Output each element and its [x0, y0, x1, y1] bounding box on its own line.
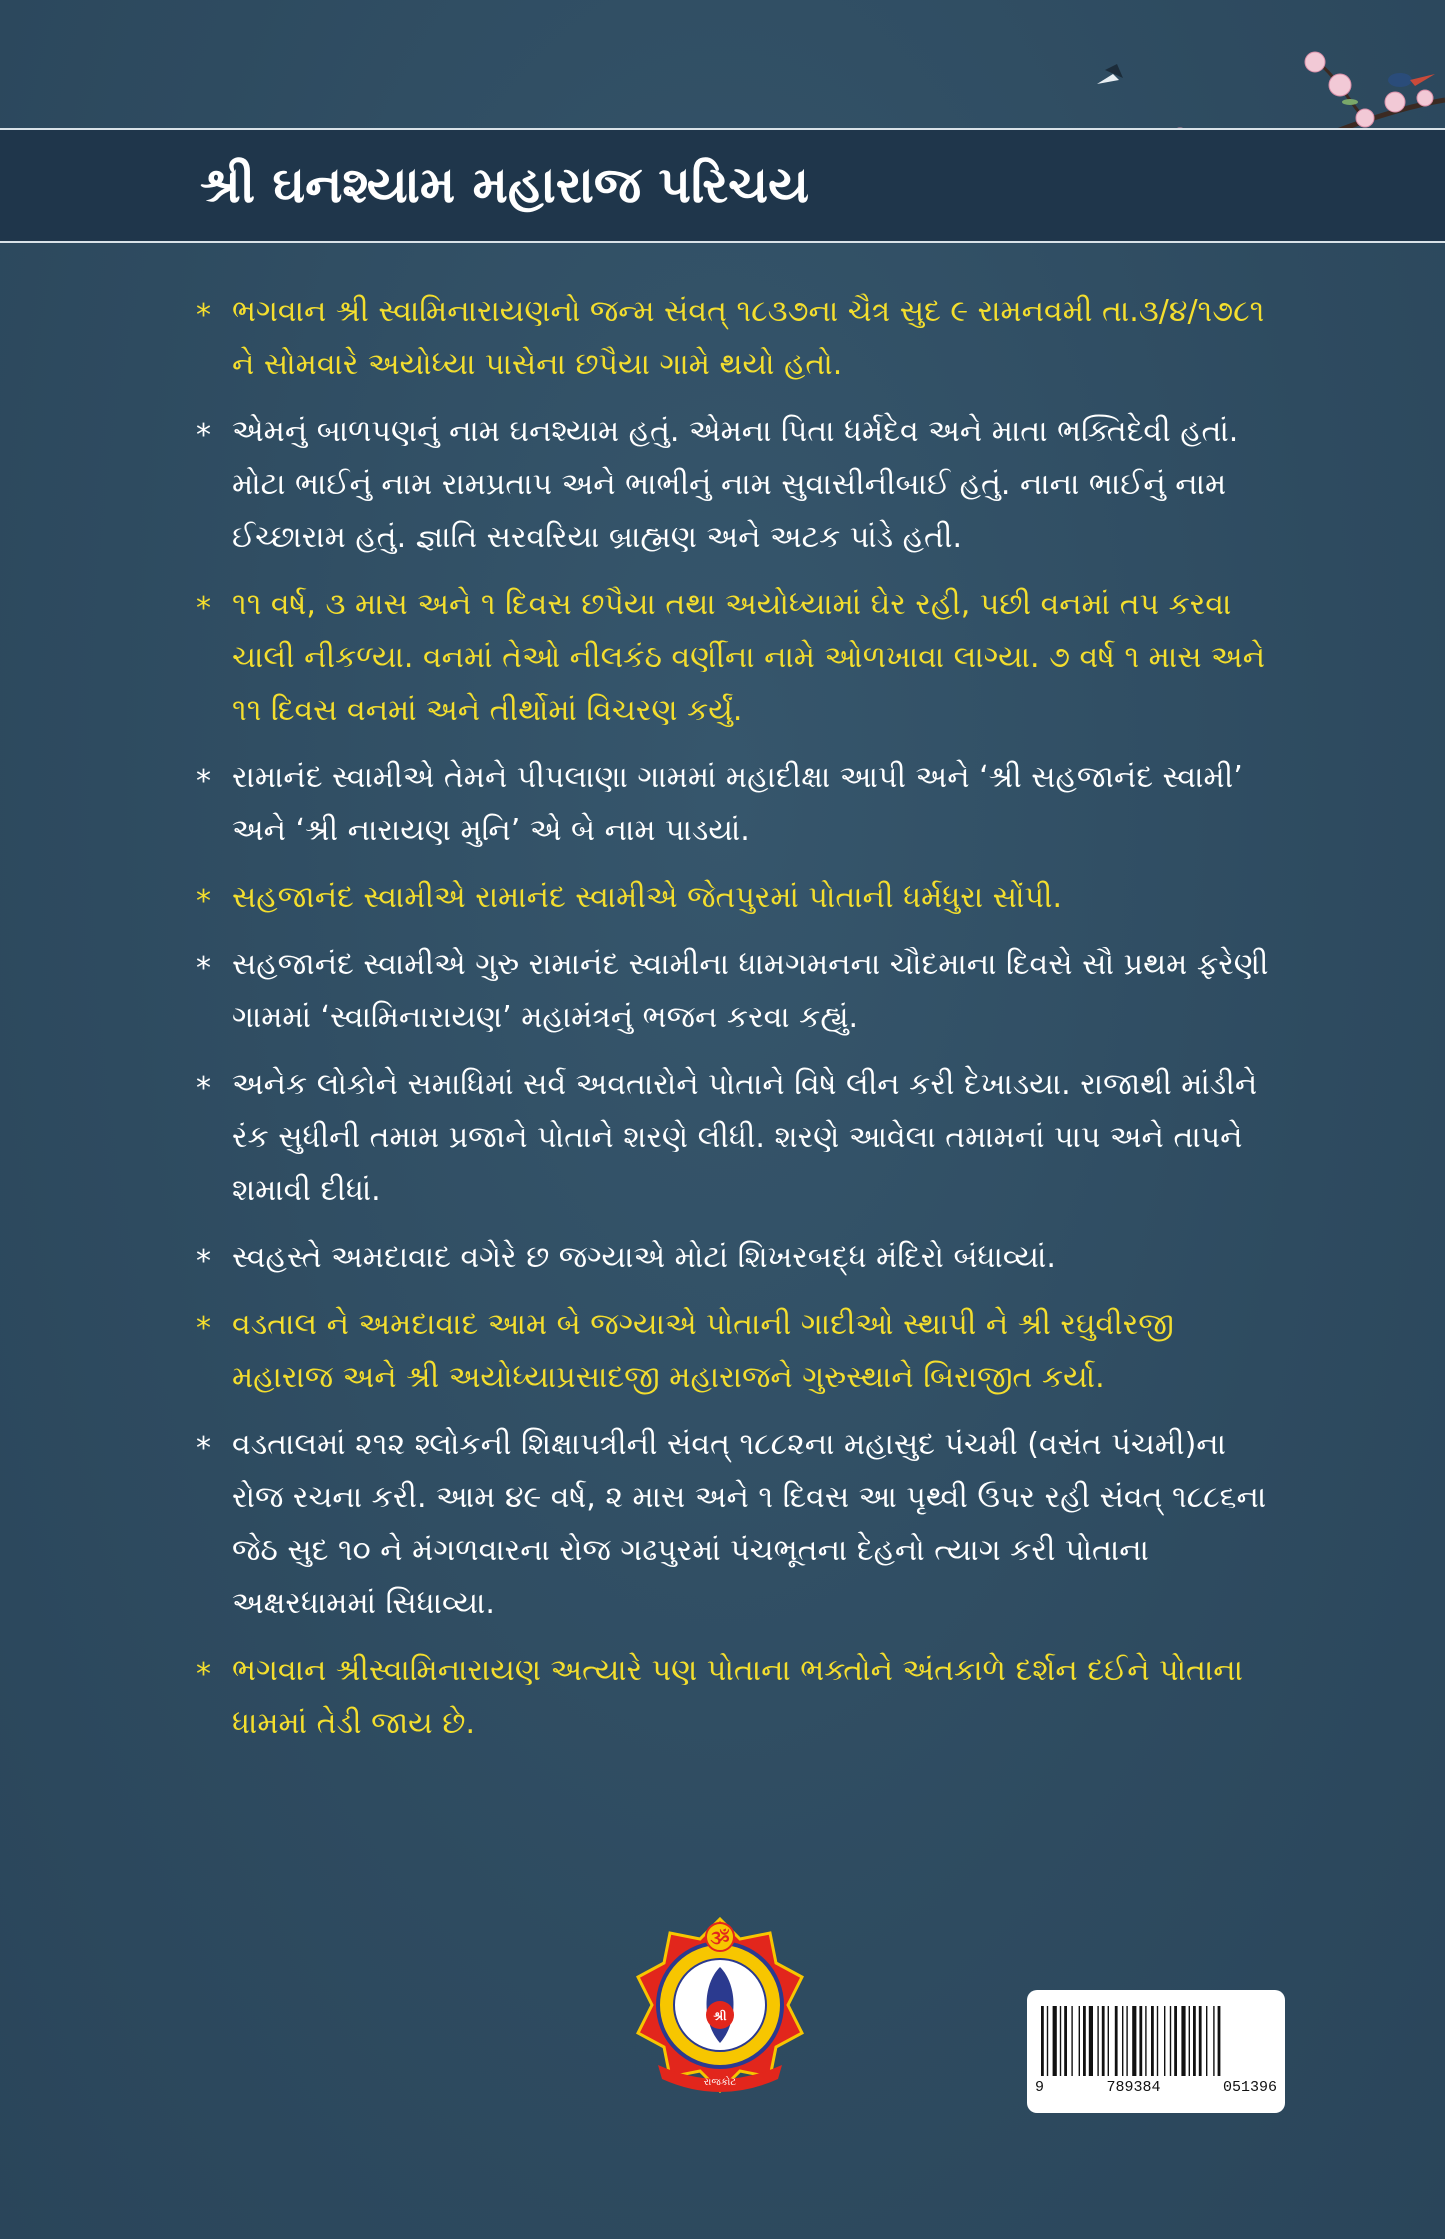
om-symbol: ૐ: [710, 1928, 730, 1949]
asterisk-bullet: *: [196, 951, 211, 986]
list-item: * સહજાનંદ સ્વામીએ ગુરુ રામાનંદ સ્વામીના ધામગમનના ચૌદમાના દિવસે સૌ પ્રથમ ફરેણી ગામમાં ‘સ્વામિનારાયણ’ મહામંત્રનું ભજન કરવા કહ્યું.: [196, 938, 1271, 1044]
barcode-bar: [1108, 2006, 1109, 2076]
asterisk-bullet: *: [196, 298, 211, 333]
barcode-bar: [1174, 2006, 1177, 2076]
barcode-bar: [1151, 2006, 1154, 2076]
barcode-bar: [1193, 2006, 1196, 2076]
barcode-bar: [1164, 2006, 1165, 2076]
barcode-bar: [1041, 2006, 1044, 2076]
asterisk-bullet: *: [196, 1244, 211, 1279]
logo-center-text: શ્રી: [713, 2009, 727, 2023]
list-item: * ભગવાન શ્રીસ્વામિનારાયણ અત્યારે પણ પોતાના ભક્તોને અંતકાળે દર્શન દઈને પોતાના ધામમાં તેડી જાય છે.: [196, 1644, 1271, 1750]
barcode-bar: [1181, 2006, 1185, 2076]
barcode-bar: [1071, 2006, 1072, 2076]
publisher-logo: [630, 1915, 810, 2100]
barcode-bar: [1157, 2006, 1158, 2076]
barcode-bar: [1064, 2006, 1067, 2076]
barcode-bar: [1218, 2006, 1221, 2076]
asterisk-bullet: *: [196, 1431, 211, 1466]
list-item: * સહજાનંદ સ્વામીએ રામાનંદ સ્વામીએ જેતપુરમાં પોતાની ધર્મધુરા સોંપી.: [196, 871, 1271, 924]
barcode-bar: [1126, 2006, 1127, 2076]
isbn-barcode: [1027, 1990, 1285, 2113]
barcode-bar: [1145, 2006, 1146, 2076]
logo-city-text: રાજકોટ: [703, 2077, 737, 2088]
barcode-bar: [1115, 2006, 1118, 2076]
barcode-bar: [1122, 2006, 1123, 2076]
list-item: * વડતાલમાં ૨૧૨ શ્લોકની શિક્ષાપત્રીની સંવત્ ૧૮૮૨ના મહાસુદ પંચમી (વસંત પંચમી)ના રોજ રચના કરી. આમ ૪૯ વર્ષ, ૨ માસ અને ૧ દિવસ આ પૃથ્વી ઉપર રહી સંવત્ ૧૮૮૬ના જેઠ સુદ ૧૦ ને મંગળવારના રોજ ગઢપુરમાં પંચભૂતના દેહનો ત્યાગ કરી પોતાના અક્ષરધામમાં સિધાવ્યા.: [196, 1418, 1271, 1630]
barcode-number: 9 789384 051396: [1035, 2079, 1277, 2096]
list-item: * ભગવાન શ્રી સ્વામિનારાયણનો જન્મ સંવત્ ૧૮૩૭ના ચૈત્ર સુદ ૯ રામનવમી તા.૩/૪/૧૭૮૧ ને સોમવારે અયોધ્યા પાસેના છપૈયા ગામે થયો હતો.: [196, 285, 1271, 391]
barcode-bar: [1213, 2006, 1214, 2076]
list-item: * ૧૧ વર્ષ, ૩ માસ અને ૧ દિવસ છપૈયા તથા અયોધ્યામાં ઘેર રહી, પછી વનમાં તપ કરવા ચાલી નીકળ્યા. વનમાં તેઓ નીલકંઠ વર્ણીના નામે ઓળખાવા લાગ્યા. ૭ વર્ષ ૧ માસ અને ૧૧ દિવસ વનમાં અને તીર્થોમાં વિચરણ કર્યું.: [196, 578, 1271, 737]
barcode-bar: [1170, 2006, 1171, 2076]
barcode-bar: [1132, 2006, 1136, 2076]
barcode-bar: [1097, 2006, 1098, 2076]
barcode-bar: [1079, 2006, 1080, 2076]
list-item: * અનેક લોકોને સમાધિમાં સર્વ અવતારોને પોતાને વિષે લીન કરી દેખાડયા. રાજાથી માંડીને રંક સુધીની તમામ પ્રજાને પોતાને શરણે લીધી. શરણે આવેલા તમામનાં પાપ અને તાપને શમાવી દીધાં.: [196, 1058, 1271, 1217]
asterisk-bullet: *: [196, 764, 211, 799]
asterisk-bullet: *: [196, 884, 211, 919]
list-item: * વડતાલ ને અમદાવાદ આમ બે જગ્યાએ પોતાની ગાદીઓ સ્થાપી ને શ્રી રઘુવીરજી મહારાજ અને શ્રી અયોધ્યાપ્રસાદજી મહારાજને ગુરુસ્થાને બિરાજીત કર્યા.: [196, 1298, 1271, 1404]
barcode-bar: [1083, 2006, 1086, 2076]
asterisk-bullet: *: [196, 1311, 211, 1346]
asterisk-bullet: *: [196, 591, 211, 626]
barcode-bar: [1060, 2006, 1061, 2076]
intro-bullet-list: [196, 285, 1271, 1764]
barcode-bars: [1041, 2006, 1271, 2076]
barcode-bar: [1189, 2006, 1190, 2076]
barcode-bar: [1199, 2006, 1202, 2076]
barcode-bar: [1053, 2006, 1057, 2076]
asterisk-bullet: *: [196, 418, 211, 453]
title-band: [0, 128, 1445, 243]
barcode-bar: [1047, 2006, 1048, 2076]
barcode-bar: [1206, 2006, 1207, 2076]
asterisk-bullet: *: [196, 1657, 211, 1692]
list-item: * રામાનંદ સ્વામીએ તેમને પીપલાણા ગામમાં મહાદીક્ષા આપી અને ‘શ્રી સહજાનંદ સ્વામી’ અને ‘શ્રી નારાયણ મુનિ’ એ બે નામ પાડયાં.: [196, 751, 1271, 857]
barcode-bar: [1139, 2006, 1142, 2076]
list-item: * સ્વહસ્તે અમદાવાદ વગેરે છ જગ્યાએ મોટાં શિખરબદ્ધ મંદિરો બંધાવ્યાં.: [196, 1231, 1271, 1284]
page-title: શ્રી ઘનશ્યામ મહારાજ પરિચય: [200, 156, 810, 214]
barcode-bar: [1089, 2006, 1093, 2076]
list-item: * એમનું બાળપણનું નામ ઘનશ્યામ હતું. એમના પિતા ધર્મદેવ અને માતા ભક્તિદેવી હતાં. મોટા ભાઈનું નામ રામપ્રતાપ અને ભાભીનું નામ સુવાસીનીબાઈ હતું. નાના ભાઈનું નામ ઈચ્છારામ હતું. જ્ઞાતિ સરવરિયા બ્રાહ્મણ અને અટક પાંડે હતી.: [196, 405, 1271, 564]
bird-icon: [1097, 64, 1123, 84]
barcode-bar: [1102, 2006, 1105, 2076]
asterisk-bullet: *: [196, 1071, 211, 1106]
